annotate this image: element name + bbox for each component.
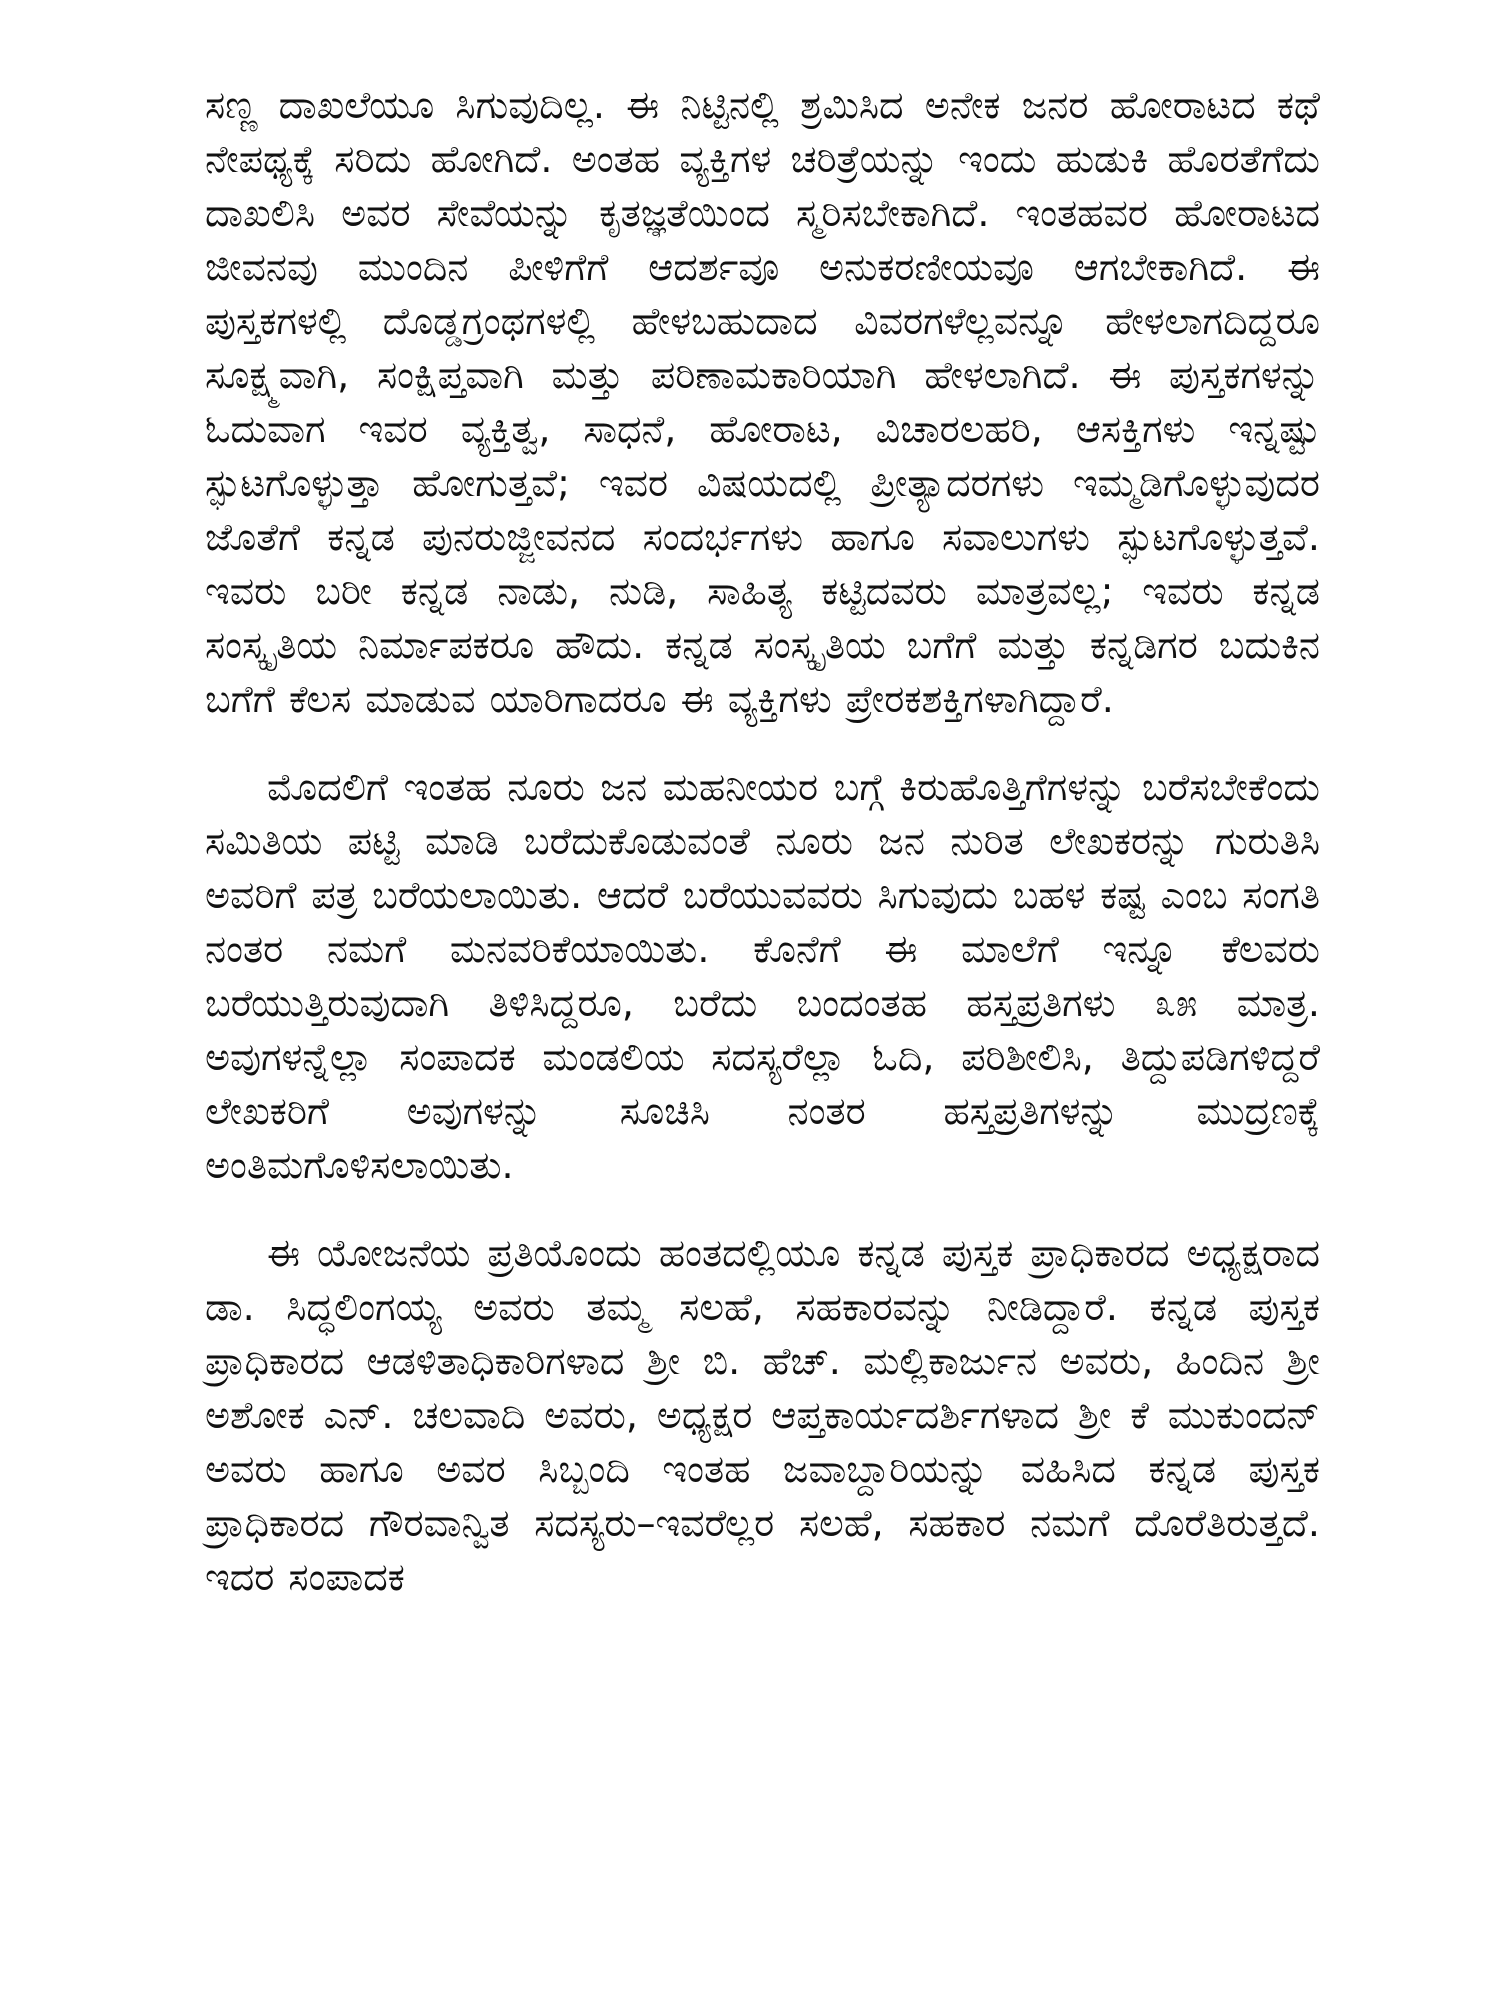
paragraph-1: ಸಣ್ಣ ದಾಖಲೆಯೂ ಸಿಗುವುದಿಲ್ಲ. ಈ ನಿಟ್ಟಿನಲ್ಲಿ ಶ್ರಮಿಸಿದ ಅನೇಕ ಜನರ ಹೋರಾಟದ ಕಥೆ ನೇಪಥ್ಯಕ್ಕೆ ಸರಿದು ಹೋಗಿದೆ. ಅಂತಹ ವ್ಯಕ್ತಿಗಳ ಚರಿತ್ರೆಯನ್ನು ಇಂದು ಹುಡುಕಿ ಹೊರತೆಗೆದು ದಾಖಲಿಸಿ ಅವರ ಸೇವೆಯನ್ನು ಕೃತಜ್ಞತೆಯಿಂದ ಸ್ಮರಿಸಬೇಕಾಗಿದೆ. ಇಂತಹವರ ಹೋರಾಟದ ಜೀವನವು ಮುಂದಿನ ಪೀಳಿಗೆಗೆ ಆದರ್ಶವೂ ಅನುಕರಣೀಯವೂ ಆಗಬೇಕಾಗಿದೆ. ಈ ಪುಸ್ತಕಗಳಲ್ಲಿ ದೊಡ್ಡಗ್ರಂಥಗಳಲ್ಲಿ ಹೇಳಬಹುದಾದ ವಿವರಗಳೆಲ್ಲವನ್ನೂ ಹೇಳಲಾಗದಿದ್ದರೂ ಸೂಕ್ಷ್ಮವಾಗಿ, ಸಂಕ್ಷಿಪ್ತವಾಗಿ ಮತ್ತು ಪರಿಣಾಮಕಾರಿಯಾಗಿ ಹೇಳಲಾಗಿದೆ. ಈ ಪುಸ್ತಕಗಳನ್ನು ಓದುವಾಗ ಇವರ ವ್ಯಕ್ತಿತ್ವ, ಸಾಧನೆ, ಹೋರಾಟ, ವಿಚಾರಲಹರಿ, ಆಸಕ್ತಿಗಳು ಇನ್ನಷ್ಟು ಸ್ಫುಟಗೊಳ್ಳುತ್ತಾ ಹೋಗುತ್ತವೆ; ಇವರ ವಿಷಯದಲ್ಲಿ ಪ್ರೀತ್ಯಾದರಗಳು ಇಮ್ಮಡಿಗೊಳ್ಳುವುದರ ಜೊತೆಗೆ ಕನ್ನಡ ಪುನರುಜ್ಜೀವನದ ಸಂದರ್ಭಗಳು ಹಾಗೂ ಸವಾಲುಗಳು ಸ್ಫುಟಗೊಳ್ಳುತ್ತವೆ. ಇವರು ಬರೀ ಕನ್ನಡ ನಾಡು, ನುಡಿ, ಸಾಹಿತ್ಯ ಕಟ್ಟಿದವರು ಮಾತ್ರವಲ್ಲ; ಇವರು ಕನ್ನಡ ಸಂಸ್ಕೃತಿಯ ನಿರ್ಮಾಪಕರೂ ಹೌದು. ಕನ್ನಡ ಸಂಸ್ಕೃತಿಯ ಬಗೆಗೆ ಮತ್ತು ಕನ್ನಡಿಗರ ಬದುಕಿನ ಬಗೆಗೆ ಕೆಲಸ ಮಾಡುವ ಯಾರಿಗಾದರೂ ಈ ವ್ಯಕ್ತಿಗಳು ಪ್ರೇರಕಶಕ್ತಿಗಳಾಗಿದ್ದಾರೆ. (205, 83, 1320, 721)
paragraph-2: ಮೊದಲಿಗೆ ಇಂತಹ ನೂರು ಜನ ಮಹನೀಯರ ಬಗ್ಗೆ ಕಿರುಹೊತ್ತಿಗೆಗಳನ್ನು ಬರೆಸಬೇಕೆಂದು ಸಮಿತಿಯ ಪಟ್ಟಿ ಮಾಡಿ ಬರೆದುಕೊಡುವಂತೆ ನೂರು ಜನ ನುರಿತ ಲೇಖಕರನ್ನು ಗುರುತಿಸಿ ಅವರಿಗೆ ಪತ್ರ ಬರೆಯಲಾಯಿತು. ಆದರೆ ಬರೆಯುವವರು ಸಿಗುವುದು ಬಹಳ ಕಷ್ಟ ಎಂಬ ಸಂಗತಿ ನಂತರ ನಮಗೆ ಮನವರಿಕೆಯಾಯಿತು. ಕೊನೆಗೆ ಈ ಮಾಲೆಗೆ ಇನ್ನೂ ಕೆಲವರು ಬರೆಯುತ್ತಿರುವುದಾಗಿ ತಿಳಿಸಿದ್ದರೂ, ಬರೆದು ಬಂದಂತಹ ಹಸ್ತಪ್ರತಿಗಳು ೩೫ ಮಾತ್ರ. ಅವುಗಳನ್ನೆಲ್ಲಾ ಸಂಪಾದಕ ಮಂಡಲಿಯ ಸದಸ್ಯರೆಲ್ಲಾ ಓದಿ, ಪರಿಶೀಲಿಸಿ, ತಿದ್ದುಪಡಿಗಳಿದ್ದರೆ ಲೇಖಕರಿಗೆ ಅವುಗಳನ್ನು ಸೂಚಿಸಿ ನಂತರ ಹಸ್ತಪ್ರತಿಗಳನ್ನು ಮುದ್ರಣಕ್ಕೆ ಅಂತಿಮಗೊಳಿಸಲಾಯಿತು. (205, 765, 1320, 1187)
document-page (205, 78, 1320, 1604)
paragraph-3: ಈ ಯೋಜನೆಯ ಪ್ರತಿಯೊಂದು ಹಂತದಲ್ಲಿಯೂ ಕನ್ನಡ ಪುಸ್ತಕ ಪ್ರಾಧಿಕಾರದ ಅಧ್ಯಕ್ಷರಾದ ಡಾ. ಸಿದ್ಧಲಿಂಗಯ್ಯ ಅವರು ತಮ್ಮ ಸಲಹೆ, ಸಹಕಾರವನ್ನು ನೀಡಿದ್ದಾರೆ. ಕನ್ನಡ ಪುಸ್ತಕ ಪ್ರಾಧಿಕಾರದ ಆಡಳಿತಾಧಿಕಾರಿಗಳಾದ ಶ್ರೀ ಬಿ. ಹೆಚ್. ಮಲ್ಲಿಕಾರ್ಜುನ ಅವರು, ಹಿಂದಿನ ಶ್ರೀ ಅಶೋಕ ಎನ್. ಚಲವಾದಿ ಅವರು, ಅಧ್ಯಕ್ಷರ ಆಪ್ತಕಾರ್ಯದರ್ಶಿಗಳಾದ ಶ್ರೀ ಕೆ ಮುಕುಂದನ್ ಅವರು ಹಾಗೂ ಅವರ ಸಿಬ್ಬಂದಿ ಇಂತಹ ಜವಾಬ್ದಾರಿಯನ್ನು ವಹಿಸಿದ ಕನ್ನಡ ಪುಸ್ತಕ ಪ್ರಾಧಿಕಾರದ ಗೌರವಾನ್ವಿತ ಸದಸ್ಯರು–ಇವರೆಲ್ಲರ ಸಲಹೆ, ಸಹಕಾರ ನಮಗೆ ದೊರೆತಿರುತ್ತದೆ. ಇದರ ಸಂಪಾದಕ (205, 1231, 1320, 1599)
